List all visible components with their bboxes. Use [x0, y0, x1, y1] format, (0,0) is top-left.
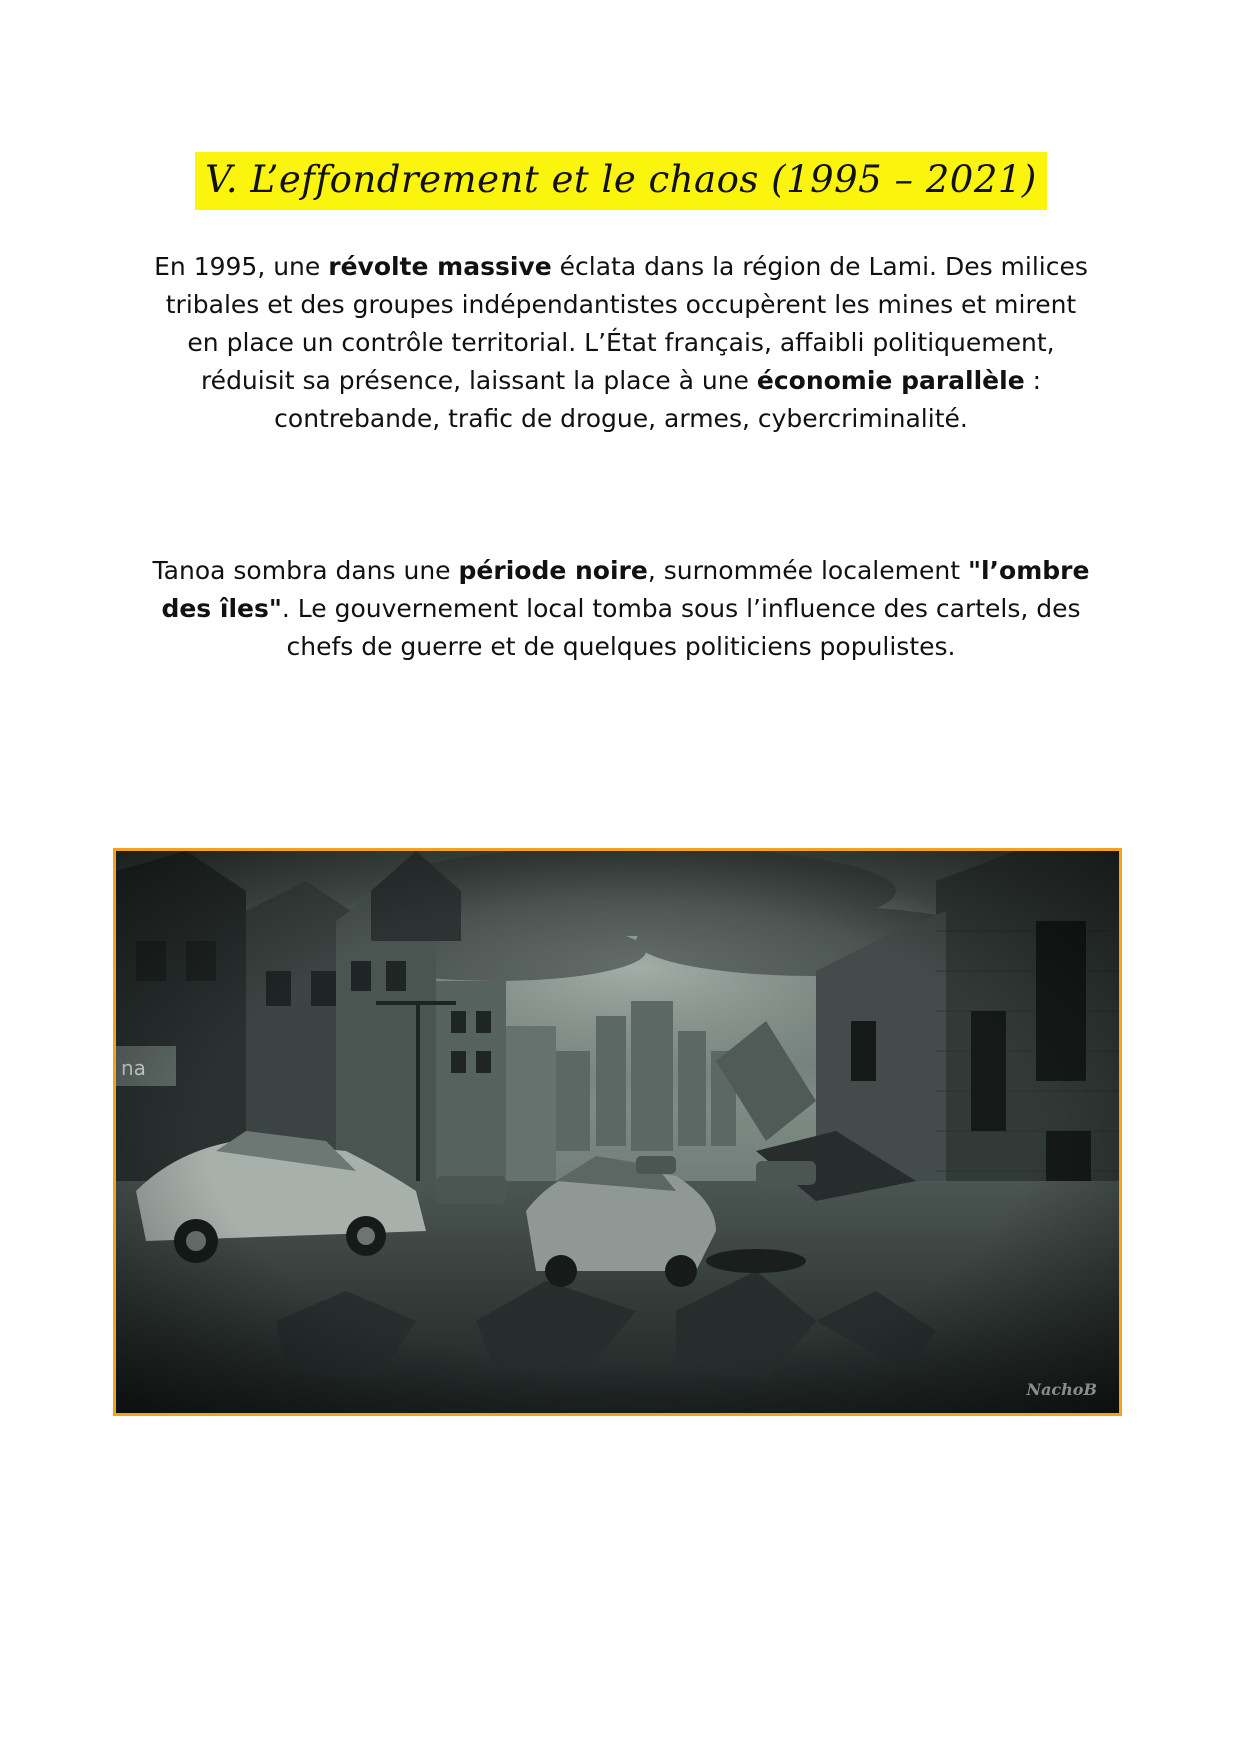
bold-term-ombre: "l’ombre des îles": [161, 556, 1090, 623]
bold-term-revolte: révolte massive: [328, 252, 552, 281]
paragraph-text: , surnommée localement: [647, 556, 968, 585]
section-title: V. L’effondrement et le chaos (1995 – 2021): [195, 152, 1047, 210]
paragraph-text: éclata dans la région de Lami. Des milices tribales et des groupes indépendantistes occupèrent les mines et mirent en place un contrôle territorial. L’État français, affaibli politiquement, réduisit sa présence, laissant la place à une: [165, 252, 1088, 395]
title-container: [0, 152, 1242, 210]
paragraph-text: . Le gouvernement local tomba sous l’influence des cartels, des chefs de guerre et de quelques politiciens populistes.: [281, 594, 1081, 661]
artist-signature: NachoB: [1026, 1380, 1097, 1399]
paragraph-text: En 1995, une: [154, 252, 329, 281]
ruined-city-illustration: [113, 848, 1122, 1416]
bold-term-economie: économie parallèle: [756, 366, 1025, 395]
paragraph-dark-period: [150, 552, 1092, 666]
ruined-city-scene: [116, 851, 1119, 1413]
bold-term-periode: période noire: [458, 556, 648, 585]
paragraph-text: Tanoa sombra dans une: [152, 556, 459, 585]
paragraph-text: : contrebande, trafic de drogue, armes, cybercriminalité.: [274, 366, 1042, 433]
paragraph-revolt: [150, 248, 1092, 438]
